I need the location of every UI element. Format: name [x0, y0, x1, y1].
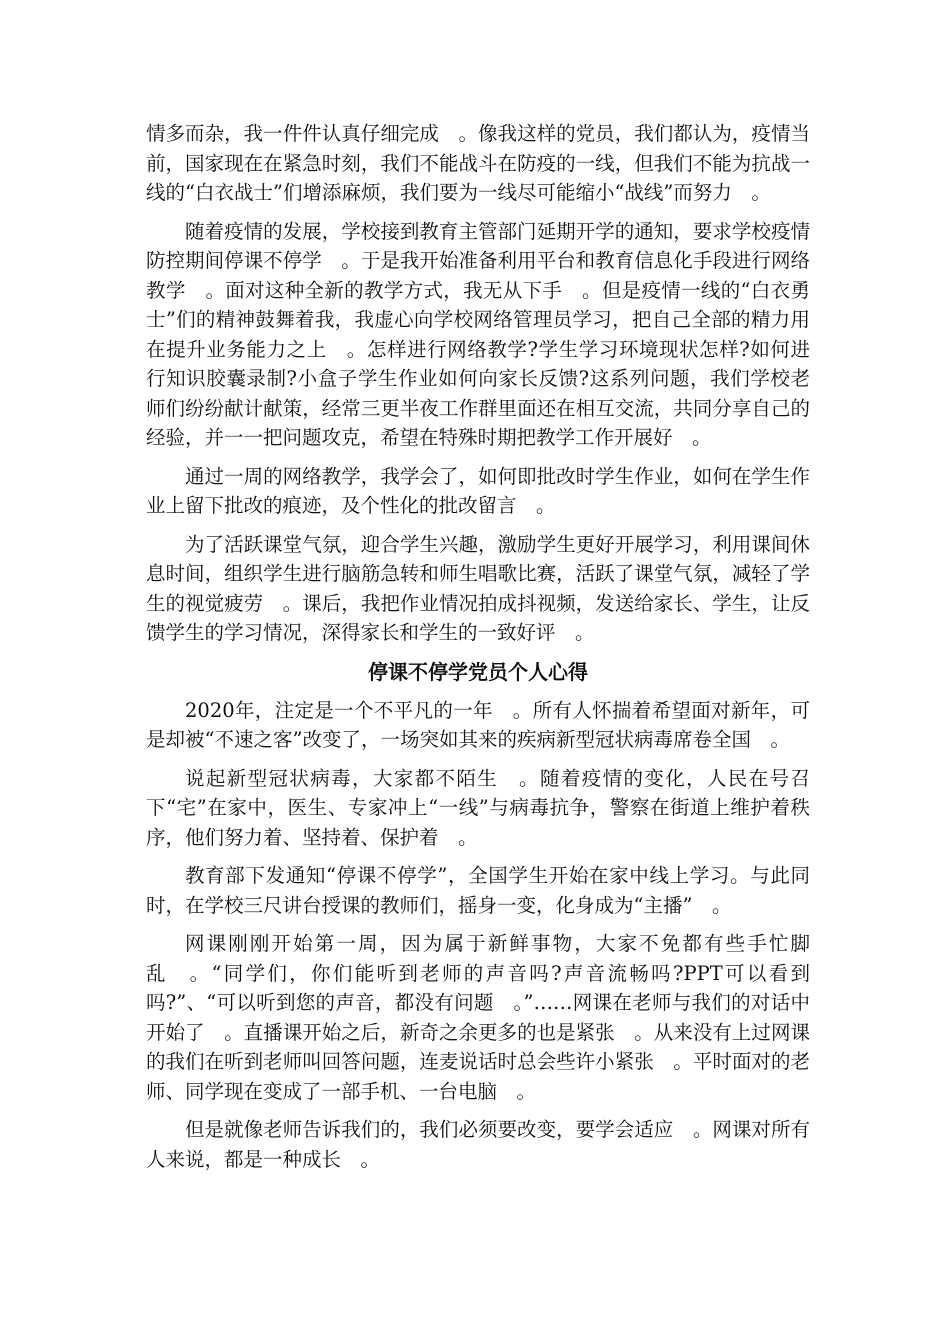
paragraph: 通过一周的网络教学，我学会了，如何即批改时学生作业，如何在学生作业上留下批改的痕迹，及个性化的批改留言 。 — [146, 464, 810, 517]
paragraph: 但是就像老师告诉我们的，我们必须要改变，要学会适应 。网课对所有人来说，都是一种成长 。 — [146, 1118, 810, 1171]
section-heading: 停课不停学党员个人心得 — [368, 659, 588, 684]
paragraph: 情多而杂，我一件件认真仔细完成 。像我这样的党员，我们都认为，疫情当前，国家现在在紧急时刻，我们不能战斗在防疫的一线，但我们不能为抗战一线的“白衣战士”们增添麻烦，我们要为一线尽可能缩小“战线”而努力 。 — [146, 122, 810, 204]
paragraph: 2020年，注定是一个不平凡的一年 。所有人怀揣着希望面对新年，可是却被“不速之客”改变了，一场突如其来的疾病新型冠状病毒席卷全国 。 — [146, 698, 810, 751]
paragraph: 网课刚刚开始第一周，因为属于新鲜事物，大家不免都有些手忙脚乱 。“同学们，你们能听到老师的声音吗?声音流畅吗?PPT可以看到吗?”、“可以听到您的声音，都没有问题 。”……网课在老师与我们的对话中开始了 。直播课开始之后，新奇之余更多的也是紧张 。从来没有上过网课的我们在听到老师叫回答问题，连麦说话时总会些许小紧张 。平时面对的老师、同学现在变成了一部手机、一台电脑 。 — [146, 932, 810, 1103]
paragraph: 教育部下发通知“停课不停学”，全国学生开始在家中线上学习。与此同时，在学校三尺讲台授课的教师们，摇身一变，化身成为“主播” 。 — [146, 864, 810, 917]
paragraph: 说起新型冠状病毒，大家都不陌生 。随着疫情的变化，人民在号召下“宅”在家中，医生、专家冲上“一线”与病毒抗争，警察在街道上维护着秩序，他们努力着、坚持着、保护着 。 — [146, 766, 810, 849]
paragraph: 随着疫情的发展，学校接到教育主管部门延期开学的通知，要求学校疫情防控期间停课不停学 。于是我开始准备利用平台和教育信息化手段进行网络教学 。面对这种全新的教学方式，我无从下手 。但是疫情一线的“白衣勇士”们的精神鼓舞着我，我虚心向学校网络管理员学习，把自己全部的精力用在提升业务能力之上 。怎样进行网络教学?学生学习环境现状怎样?如何进行知识胶囊录制?小盒子学生作业如何向家长反馈?这系列问题，我们学校老师们纷纷献计献策，经常三更半夜工作群里面还在相互交流，共同分享自己的经验，并一一把问题攻克，希望在特殊时期把教学工作开展好 。 — [146, 219, 810, 449]
paragraph: 为了活跃课堂气氛，迎合学生兴趣，激励学生更好开展学习，利用课间休息时间，组织学生进行脑筋急转和师生唱歌比赛，活跃了课堂气氛，减轻了学生的视觉疲劳 。课后，我把作业情况拍成抖视频，发送给家长、学生，让反馈学生的学习情况，深得家长和学生的一致好评 。 — [146, 532, 810, 644]
document-body — [146, 119, 810, 1183]
